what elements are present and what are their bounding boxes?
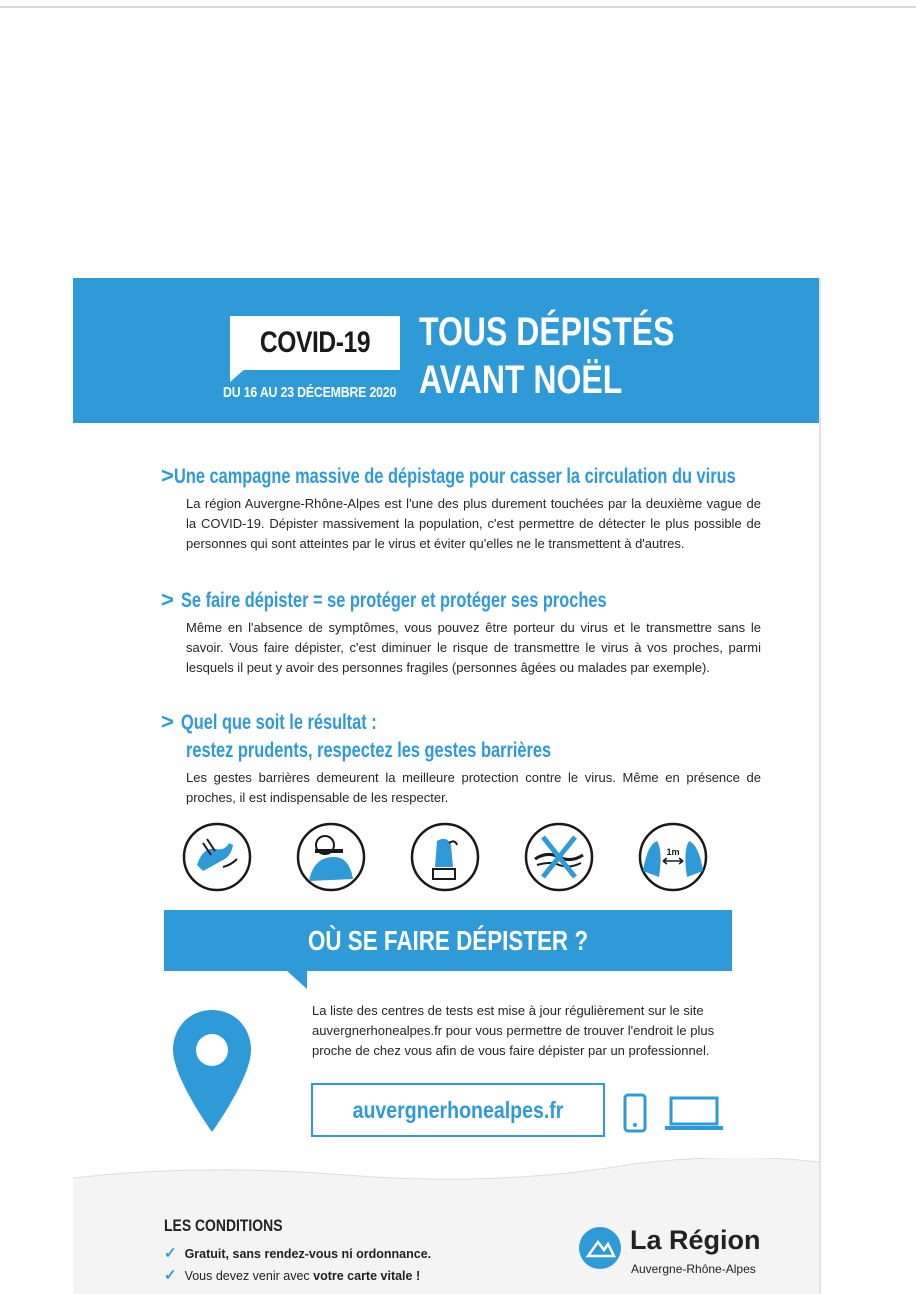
smartphone-icon	[623, 1093, 647, 1133]
checkmark-icon: ✓	[164, 1267, 177, 1284]
headline	[419, 308, 674, 404]
headline-line2: AVANT NOËL	[419, 358, 623, 402]
section-body: Les gestes barrières demeurent la meilleure protection contre le virus. Même en présence de proches, il est indispensable de les respecter.	[186, 770, 761, 805]
chevron-right-icon: >	[161, 709, 174, 734]
covid-badge	[230, 316, 400, 370]
distance-icon	[637, 821, 709, 893]
no-handshake-icon	[523, 821, 595, 893]
section-subtitle: restez prudents, respectez les gestes barrières	[186, 739, 552, 762]
where-banner-tail	[287, 971, 307, 989]
section-campaign	[161, 464, 761, 554]
section-title: Quel que soit le résultat :	[181, 711, 377, 734]
chevron-right-icon: >	[161, 463, 174, 488]
barrier-gestures	[181, 821, 721, 897]
section-body: La région Auvergne-Rhône-Alpes est l'une des plus durement touchées par la deuxième vague de la COVID-19. Dépister massivement la population, c'est permettre de détecter le plus possible de personnes qui sont atteintes par le virus et éviter qu'elles ne le transmettent à d'autres.	[186, 496, 761, 551]
region-logo	[578, 1223, 798, 1283]
headline-line1: TOUS DÉPISTÉS	[419, 310, 675, 354]
section-result	[161, 710, 761, 808]
region-logo-name: La Région	[630, 1225, 761, 1255]
where-description: La liste des centres de tests est mise à jour régulièrement sur le site auvergnerhonealpes.fr pour vous permettre de trouver l'endroit le plus proche de chez vous afin de vous faire dépister par un professionnel.	[312, 1003, 715, 1058]
laptop-icon	[663, 1096, 725, 1132]
section-protect	[161, 588, 761, 678]
region-logo-subtitle: Auvergne-Rhône-Alpes	[631, 1262, 756, 1276]
condition-item: ✓ Vous devez venir avec votre carte vitale !	[164, 1267, 421, 1284]
covid-badge-label: COVID-19	[259, 326, 371, 359]
section-title: Se faire dépister = se protéger et protéger ses proches	[181, 589, 607, 612]
header-banner	[73, 278, 819, 423]
campaign-dates: DU 16 AU 23 DÉCEMBRE 2020	[223, 384, 397, 401]
section-body: Même en l'absence de symptômes, vous pouvez être porteur du virus et le transmettre sans le savoir. Vous faire dépister, c'est diminuer le risque de transmettre le virus à vos proches, parmi lesquels il peut y avoir des personnes fragiles (personnes âgées ou malades par exemple).	[186, 620, 761, 675]
region-logo-icon	[578, 1226, 622, 1270]
tissue-icon	[409, 821, 481, 893]
hand-washing-icon	[181, 821, 253, 893]
badge-tail	[230, 368, 246, 382]
website-link[interactable]	[311, 1083, 605, 1137]
scan-edge	[0, 6, 916, 8]
conditions-title: LES CONDITIONS	[164, 1216, 283, 1235]
condition-item: ✓ Gratuit, sans rendez-vous ni ordonnance.	[164, 1245, 432, 1262]
where-banner	[164, 910, 732, 971]
chevron-right-icon: >	[161, 587, 174, 612]
section-title: Une campagne massive de dépistage pour casser la circulation du virus	[173, 465, 736, 488]
location-pin-icon	[171, 1008, 253, 1134]
website-link-label: auvergnerhonealpes.fr	[352, 1097, 564, 1123]
distance-label: 1m	[666, 847, 680, 857]
flyer	[73, 278, 821, 1294]
where-title: OÙ SE FAIRE DÉPISTER ?	[307, 925, 589, 956]
cough-elbow-icon	[295, 821, 367, 893]
checkmark-icon: ✓	[164, 1245, 177, 1262]
